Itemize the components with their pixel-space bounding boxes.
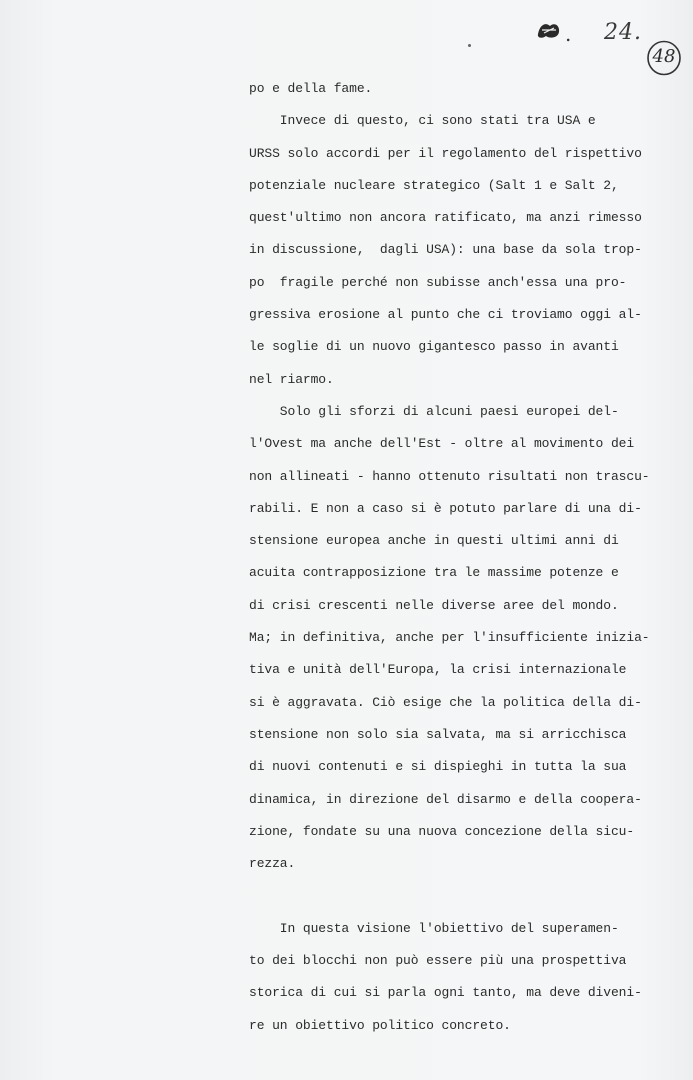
text-line: zione, fondate su una nuova concezione della sicu- bbox=[249, 823, 635, 839]
text-line: dinamica, in direzione del disarmo e della coopera- bbox=[249, 791, 642, 807]
text-line: stensione europea anche in questi ultimi anni di bbox=[249, 533, 619, 549]
text-line: URSS solo accordi per il regolamento del rispettivo bbox=[249, 145, 642, 161]
text-line: non allineati - hanno ottenuto risultati non trascu- bbox=[249, 468, 650, 484]
text-line: Invece di questo, ci sono stati tra USA e bbox=[249, 113, 596, 129]
text-line: po fragile perché non subisse anch'essa una pro- bbox=[249, 274, 627, 290]
text-line: storica di cui si parla ogni tanto, ma deve diveni- bbox=[249, 985, 642, 1001]
text-line: In questa visione l'obiettivo del superamen- bbox=[249, 920, 619, 936]
text-line: rezza. bbox=[249, 856, 296, 872]
text-line: stensione non solo sia salvata, ma si arricchisca bbox=[249, 726, 627, 742]
text-line: rabili. E non a caso si è potuto parlare di una di- bbox=[249, 500, 642, 516]
text-line: l'Ovest ma anche dell'Est - oltre al movimento dei bbox=[249, 436, 635, 452]
text-line: tiva e unità dell'Europa, la crisi internazionale bbox=[249, 662, 627, 678]
text-line: nel riarmo. bbox=[249, 371, 334, 387]
circled-number-text: 48 bbox=[652, 46, 676, 67]
scan-speck bbox=[468, 44, 471, 47]
text-line: po e della fame. bbox=[249, 81, 373, 96]
text-line: gressiva erosione al punto che ci troviamo oggi al- bbox=[249, 307, 642, 323]
text-line: in discussione, dagli USA): una base da sola trop- bbox=[249, 242, 642, 258]
text-line: acuita contrapposizione tra le massime potenze e bbox=[249, 565, 619, 581]
text-line: di nuovi contenuti e si dispieghi in tutta la sua bbox=[249, 759, 627, 775]
text-line: si è aggravata. Ciò esige che la politica della di- bbox=[249, 694, 642, 710]
text-line: di crisi crescenti nelle diverse aree del mondo. bbox=[249, 597, 619, 613]
text-line: to dei blocchi non può essere più una prospettiva bbox=[249, 953, 627, 969]
stamp-mark-icon bbox=[536, 20, 562, 40]
text-line: le soglie di un nuovo gigantesco passo in avanti bbox=[249, 339, 619, 355]
text-line: re un obiettivo politico concreto. bbox=[249, 1017, 511, 1033]
handwritten-page-number: 24. bbox=[604, 20, 642, 45]
stamp-period: . bbox=[565, 22, 572, 46]
typewritten-body bbox=[249, 76, 650, 1045]
text-line: quest'ultimo non ancora ratificato, ma anzi rimesso bbox=[249, 210, 642, 226]
blank-line bbox=[249, 883, 629, 915]
text-line: Ma; in definitiva, anche per l'insufficiente inizia- bbox=[249, 630, 650, 646]
text-line: Solo gli sforzi di alcuni paesi europei del- bbox=[249, 403, 619, 419]
text-line: potenziale nucleare strategico (Salt 1 e Salt 2, bbox=[249, 177, 619, 193]
circled-page-number bbox=[646, 40, 682, 76]
